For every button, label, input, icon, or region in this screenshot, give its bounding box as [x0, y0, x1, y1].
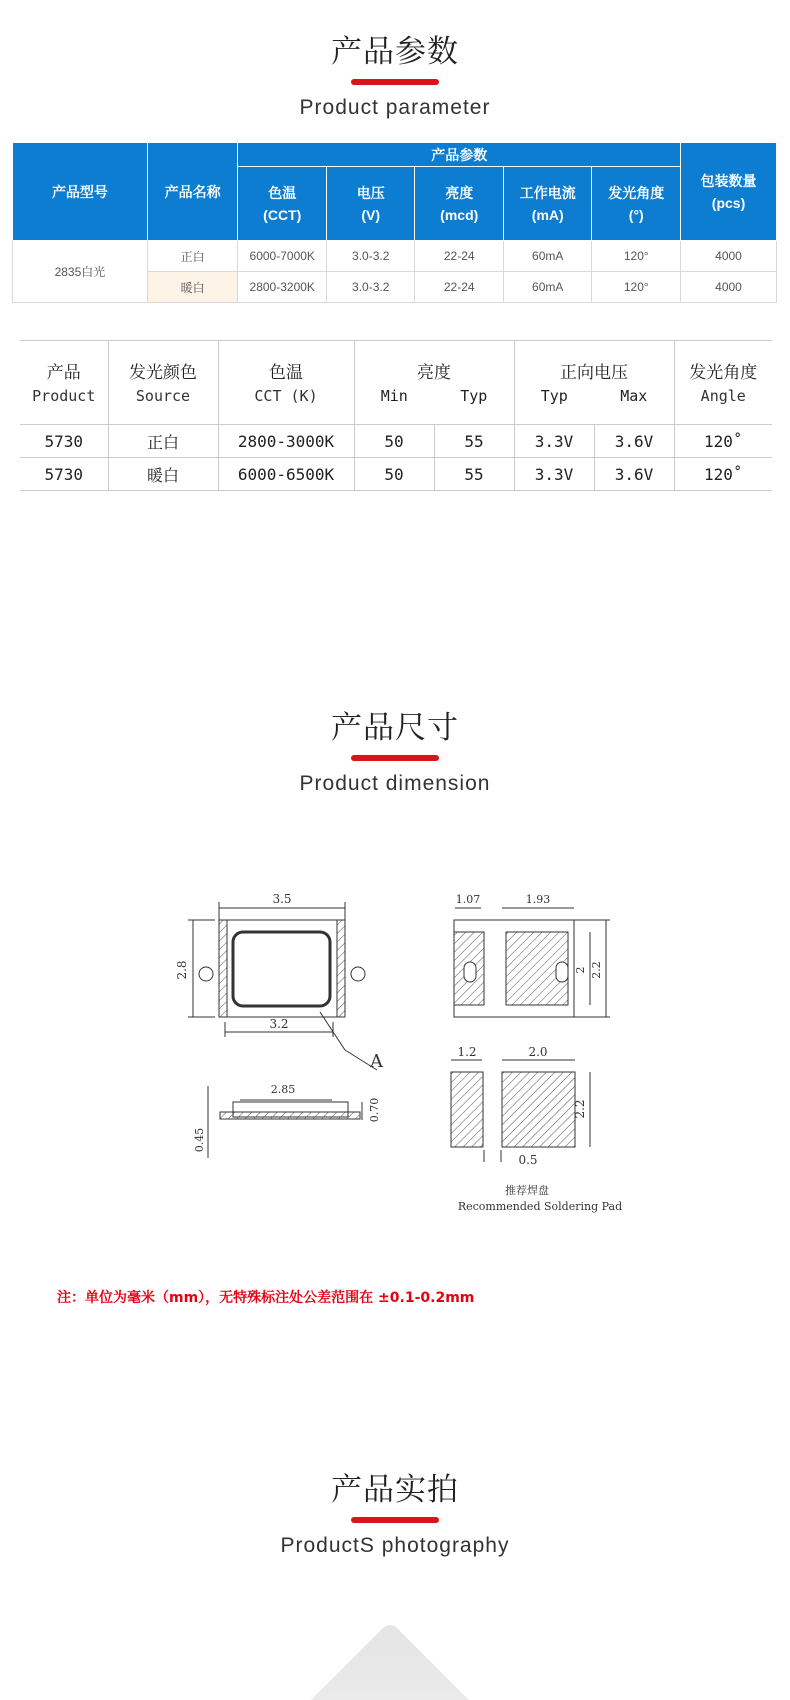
accent-underline [351, 755, 439, 761]
header-angle-en: Angle [700, 387, 746, 405]
accent-underline [351, 1517, 439, 1523]
dimension-drawing [0, 880, 790, 1280]
section-title-en: ProductS photography [280, 1534, 510, 1557]
typ-cell: 55 [434, 458, 514, 491]
header-volt [514, 341, 674, 425]
header-pack-zh: 包装数量 [700, 172, 757, 189]
table-row [13, 241, 777, 272]
table-row [20, 425, 772, 458]
header-source-en: Source [135, 387, 191, 405]
pack-cell: 4000 [681, 272, 777, 303]
header-volt-zh: 正向电压 [560, 363, 628, 383]
min-cell: 50 [354, 425, 434, 458]
model-cell: 2835白光 [13, 241, 148, 303]
dim-profile-width: 2.85 [270, 1083, 296, 1096]
section-photo-heading [0, 1471, 790, 1559]
cct-cell: 6000-6500K [218, 458, 354, 491]
header-cct [238, 167, 327, 241]
header-product-zh: 产品 [46, 363, 81, 383]
header-volt [326, 167, 415, 241]
volt-cell: 3.0-3.2 [326, 241, 415, 272]
dim-bottom-width: 3.2 [269, 1017, 289, 1031]
volt-cell: 3.0-3.2 [326, 272, 415, 303]
dim-pad-left: 1.2 [457, 1045, 477, 1059]
header-bright-en: (mcd) [440, 206, 479, 223]
header-model: 产品型号 [13, 143, 148, 241]
side-view [454, 908, 610, 1017]
header-cct-en: (CCT) [263, 206, 302, 223]
pin-1-marker [202, 967, 203, 968]
section-title-en: Product dimension [299, 772, 491, 795]
header-angle [674, 341, 772, 425]
section-title-zh: 产品参数 [331, 34, 459, 70]
angle-cell: 120° [592, 272, 681, 303]
header-angle-zh: 发光角度 [608, 184, 665, 201]
soldering-pad [451, 1060, 590, 1162]
cct-cell: 6000-7000K [238, 241, 327, 272]
header-cct-zh: 色温 [269, 363, 303, 383]
pack-cell: 4000 [681, 241, 777, 272]
profile-view [208, 1086, 362, 1158]
header-current [503, 167, 592, 241]
bright-cell: 22-24 [415, 272, 504, 303]
name-cell: 暖白 [147, 272, 238, 303]
header-group: 产品参数 [238, 143, 681, 167]
dim-side-h2: 2.2 [590, 961, 603, 979]
header-bright-zh: 亮度 [417, 363, 451, 383]
dim-profile-base: 0.45 [193, 1127, 206, 1153]
dim-pad-gap: 0.5 [518, 1153, 538, 1167]
header-volt-zh: 电压 [356, 184, 385, 201]
header-product [20, 341, 108, 425]
header-cct-zh: 色温 [268, 184, 297, 201]
dim-pad-height: 2.2 [573, 1099, 587, 1119]
cct-cell: 2800-3200K [238, 272, 327, 303]
header-angle-en: (°) [628, 206, 644, 223]
section-params-heading [0, 33, 790, 121]
name-cell: 正白 [147, 241, 238, 272]
angle-cell: 120˚ [674, 458, 772, 491]
header-name: 产品名称 [147, 143, 238, 241]
product-cell: 5730 [20, 458, 108, 491]
header-cct-en: CCT (K) [254, 387, 318, 405]
dim-side-right: 1.93 [525, 893, 551, 906]
source-cell: 正白 [108, 425, 218, 458]
header-pack [681, 143, 777, 241]
top-view [188, 902, 377, 1070]
header-current-zh: 工作电流 [519, 184, 576, 201]
header-vtyp: Typ [540, 387, 568, 405]
cct-cell: 2800-3000K [218, 425, 354, 458]
spec-table [20, 340, 772, 491]
unit-note: 注：单位为毫米（mm），无特殊标注处公差范围在 ±0.1-0.2mm [57, 1290, 475, 1306]
dim-side-left: 1.07 [455, 893, 481, 906]
header-angle [592, 167, 681, 241]
header-current-en: (mA) [531, 206, 564, 223]
header-bright [415, 167, 504, 241]
header-volt-en: (V) [361, 206, 381, 223]
typ-cell: 55 [434, 425, 514, 458]
header-min: Min [380, 387, 408, 405]
header-vmax: Max [620, 387, 648, 405]
dim-callout: A [370, 1051, 383, 1072]
header-typ: Typ [460, 387, 488, 405]
section-title-zh: 产品实拍 [331, 1472, 459, 1508]
min-cell: 50 [354, 458, 434, 491]
header-source-zh: 发光颜色 [129, 363, 197, 383]
header-angle-zh: 发光角度 [689, 363, 758, 383]
vtyp-cell: 3.3V [514, 425, 594, 458]
angle-cell: 120˚ [674, 425, 772, 458]
parameter-table [12, 142, 777, 303]
product-photo [291, 1621, 489, 1700]
section-title-zh: 产品尺寸 [331, 710, 459, 746]
product-cell: 5730 [20, 425, 108, 458]
dim-height: 2.8 [175, 960, 189, 980]
accent-underline [351, 79, 439, 85]
header-pack-en: (pcs) [711, 194, 746, 211]
current-cell: 60mA [503, 241, 592, 272]
vmax-cell: 3.6V [594, 425, 674, 458]
dim-profile-h: 0.70 [368, 1097, 381, 1123]
header-bright-zh: 亮度 [445, 184, 474, 201]
bright-cell: 22-24 [415, 241, 504, 272]
vtyp-cell: 3.3V [514, 458, 594, 491]
angle-cell: 120° [592, 241, 681, 272]
section-title-en: Product parameter [299, 96, 491, 119]
vmax-cell: 3.6V [594, 458, 674, 491]
header-product-en: Product [32, 387, 96, 405]
dim-side-h1: 2 [574, 966, 587, 974]
source-cell: 暖白 [108, 458, 218, 491]
pin-2-marker [352, 967, 353, 968]
dim-pad-right: 2.0 [528, 1045, 548, 1059]
pad-label-zh: 推荐焊盘 [505, 1184, 549, 1197]
header-source [108, 341, 218, 425]
current-cell: 60mA [503, 272, 592, 303]
pad-label-en: Recommended Soldering Pad [457, 1200, 623, 1213]
header-cct [218, 341, 354, 425]
table-row [20, 458, 772, 491]
dim-top-width: 3.5 [272, 892, 292, 906]
header-bright [354, 341, 514, 425]
section-dimension-heading [0, 709, 790, 797]
